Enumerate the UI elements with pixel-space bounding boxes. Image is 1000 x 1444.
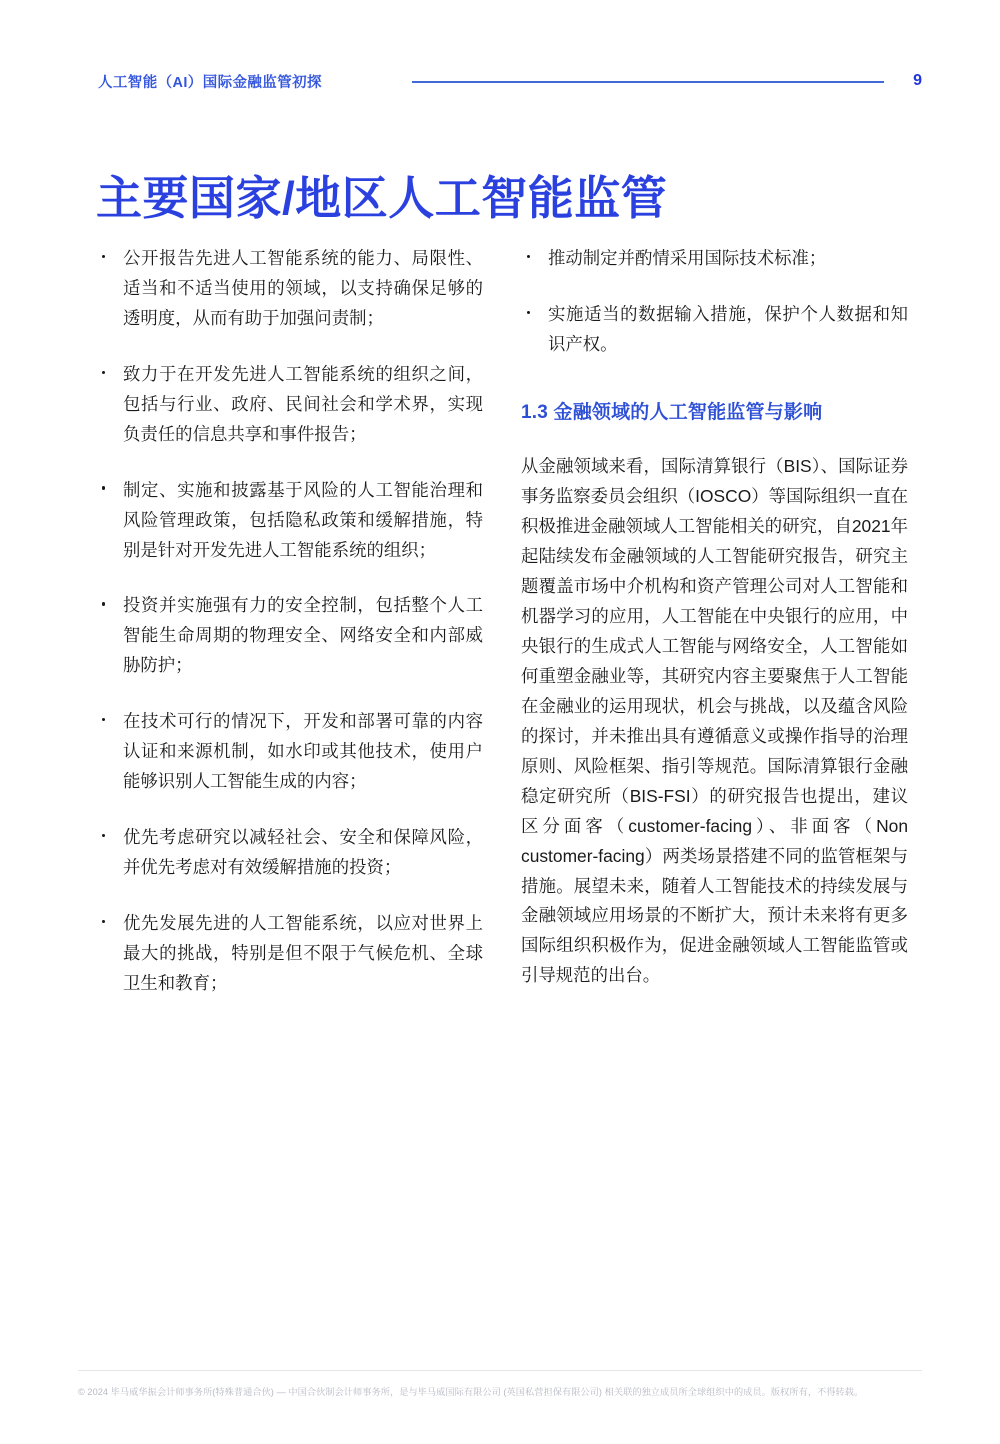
bullet-dot-icon [527,255,530,258]
left-column [96,244,483,999]
list-item-text: 致力于在开发先进人工智能系统的组织之间，包括与行业、政府、民间社会和学术界，实现负责任的信息共享和事件报告； [123,363,483,444]
list-item-text: 优先考虑研究以减轻社会、安全和保障风险，并优先考虑对有效缓解措施的投资； [123,827,483,877]
bullet-dot-icon [102,920,105,923]
list-item-text: 优先发展先进的人工智能系统，以应对世界上最大的挑战，特别是但不限于气候危机、全球卫生和教育； [123,912,483,993]
footer-divider-rule [78,1370,922,1371]
list-item-text: 公开报告先进人工智能系统的能力、局限性、适当和不适当使用的领域，以支持确保足够的透明度，从而有助于加强问责制； [123,248,483,328]
list-item-text: 推动制定并酌情采用国际技术标准； [548,248,827,268]
header-divider-rule [412,81,884,83]
list-item [96,591,483,681]
page-title: 主要国家/地区人工智能监管 [96,171,668,224]
list-item-text: 实施适当的数据输入措施，保护个人数据和知识产权。 [548,303,908,354]
right-column [521,244,908,991]
left-bullet-list [96,244,483,999]
bullet-dot-icon [102,486,105,489]
list-item [96,244,483,334]
list-item-text: 投资并实施强有力的安全控制，包括整个人工智能生命周期的物理安全、网络安全和内部威胁防护； [123,595,483,676]
bullet-dot-icon [527,311,530,314]
list-item-text: 在技术可行的情况下，开发和部署可靠的内容认证和来源机制，如水印或其他技术，使用户能够识别人工智能生成的内容； [123,711,483,792]
page-footer [0,1370,1000,1444]
page-header [98,68,922,94]
bullet-dot-icon [102,255,105,258]
section-body-paragraph: 从金融领域来看，国际清算银行（BIS）、国际证券事务监察委员会组织（IOSCO）等国际组织一直在积极推进金融领域人工智能相关的研究，自2021年起陆续发布金融领域的人工智能研究报告，研究主题覆盖市场中介机构和资产管理公司对人工智能和机器学习的应用，人工智能在中央银行的应用，中央银行的生成式人工智能与网络安全，人工智能如何重塑金融业等，其研究内容主要聚焦于人工智能在金融业的运用现状，机会与挑战，以及蕴含风险的探讨，并未推出具有遵循意义或操作指导的治理原则、风险框架、指引等规范。国际清算银行金融稳定研究所（BIS-FSI）的研究报告也提出，建议区分面客（customer-facing）、非面客（Non customer-facing）两类场景搭建不同的监管框架与措施。展望未来，随着人工智能技术的持续发展与金融领域应用场景的不断扩大，预计未来将有更多国际组织积极作为，促进金融领域人工智能监管或引导规范的出台。 [521,456,908,986]
content-columns [96,244,908,999]
list-item [96,360,483,450]
page-number: 9 [913,72,922,89]
list-item [521,244,908,274]
list-item-text: 制定、实施和披露基于风险的人工智能治理和风险管理政策，包括隐私政策和缓解措施，特别是针对开发先进人工智能系统的组织； [123,479,483,560]
bullet-dot-icon [102,602,105,605]
list-item [96,707,483,797]
list-item [96,476,483,566]
header-title: 人工智能（AI）国际金融监管初探 [98,74,322,91]
right-bullet-list [521,244,908,360]
bullet-dot-icon [102,718,105,721]
bullet-dot-icon [102,834,105,837]
list-item [96,909,483,999]
footer-copyright-text: © 2024 毕马威华振会计师事务所(特殊普通合伙) — 中国合伙制会计师事务所，是与毕马威国际有限公司 (英国私营担保有限公司) 相关联的独立成员所全球组织中的成员。版权所有，不得转载。 [78,1387,864,1397]
section-heading-1-3: 1.3 金融领域的人工智能监管与影响 [521,401,823,423]
list-item [96,823,483,883]
list-item [521,300,908,360]
bullet-dot-icon [102,371,105,374]
